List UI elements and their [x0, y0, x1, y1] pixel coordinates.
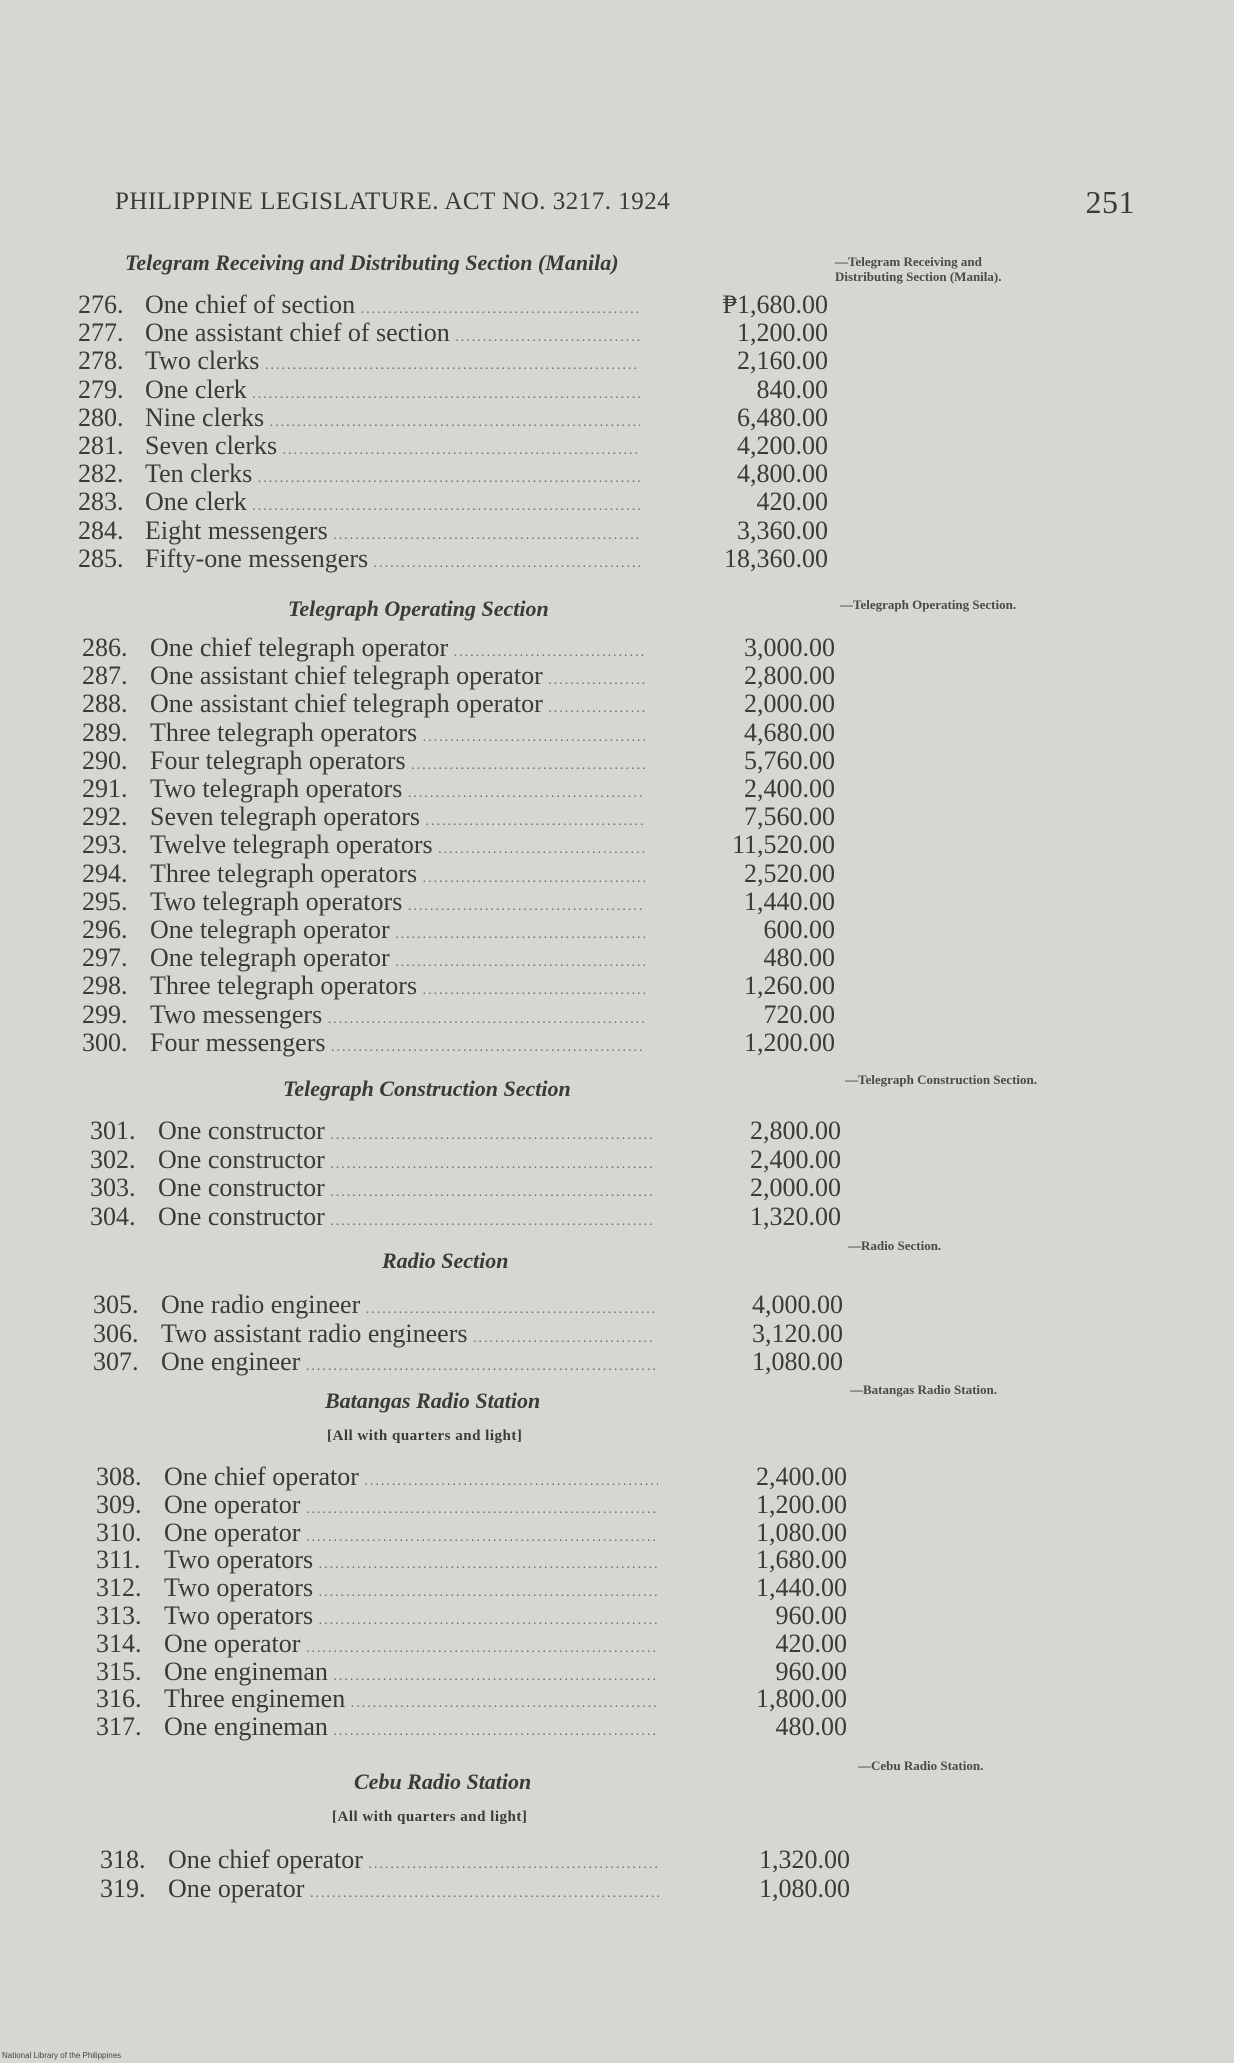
item-amount: 720.00 — [763, 999, 835, 1029]
table-row — [82, 661, 835, 689]
item-number: 305. — [93, 1290, 139, 1319]
item-amount: 5,760.00 — [744, 745, 835, 775]
item-amount: 3,000.00 — [744, 633, 835, 662]
item-amount: 3,360.00 — [737, 515, 828, 545]
section-title: Cebu Radio Station — [354, 1769, 532, 1794]
table-row — [78, 544, 828, 572]
item-number: 301. — [90, 1116, 136, 1145]
section-title: Telegraph Construction Section — [283, 1076, 571, 1101]
item-number: 276. — [78, 290, 124, 319]
table-row — [96, 1573, 847, 1601]
item-number: 279. — [78, 374, 124, 404]
item-amount: 1,080.00 — [756, 1517, 847, 1547]
item-amount: 2,160.00 — [737, 346, 828, 376]
table-row — [82, 633, 835, 661]
table-row — [78, 487, 828, 515]
table-row — [82, 830, 835, 858]
item-amount: 600.00 — [763, 915, 835, 944]
item-amount: 1,200.00 — [756, 1489, 847, 1519]
item-amount: 4,200.00 — [737, 431, 828, 460]
item-description: Nine clerks ..... — [145, 403, 640, 433]
item-amount: 1,080.00 — [752, 1347, 843, 1376]
item-description: One assistant chief telegraph operator ..... — [150, 689, 645, 719]
item-description: Seven telegraph operators ..... — [150, 802, 645, 832]
item-number: 284. — [78, 515, 124, 545]
item-description: One operator ..... — [168, 1874, 661, 1904]
item-number: 315. — [96, 1656, 142, 1686]
item-description: One chief operator ..... — [164, 1462, 658, 1492]
item-amount: 4,000.00 — [752, 1290, 843, 1319]
table-row — [93, 1319, 843, 1347]
item-description: One telegraph operator ..... — [150, 915, 645, 945]
item-description: One constructor ..... — [158, 1202, 652, 1232]
item-number: 299. — [82, 999, 128, 1029]
item-amount: 2,520.00 — [744, 858, 835, 888]
item-description: Two clerks ..... — [145, 346, 640, 376]
item-number: 277. — [78, 318, 124, 348]
item-amount: 480.00 — [775, 1712, 847, 1742]
section-subtitle: [All with quarters and light] — [327, 1428, 523, 1444]
item-number: 292. — [82, 802, 128, 832]
item-number: 295. — [82, 886, 128, 916]
table-row — [96, 1462, 847, 1490]
margin-note: —Telegram Receiving and Distributing Section (Manila). — [835, 254, 1002, 284]
item-number: 309. — [96, 1489, 142, 1519]
table-row — [78, 431, 828, 459]
item-description: Three telegraph operators ..... — [150, 859, 645, 889]
item-description: One operator ..... — [164, 1629, 658, 1659]
table-row — [82, 802, 835, 830]
item-number: 310. — [96, 1517, 142, 1547]
section-title: Telegraph Operating Section — [288, 596, 549, 621]
item-description: One engineman ..... — [164, 1657, 658, 1687]
item-description: Eight messengers ..... — [145, 516, 640, 546]
item-number: 318. — [100, 1845, 146, 1874]
item-description: Ten clerks ..... — [145, 459, 640, 489]
item-amount: 4,800.00 — [737, 459, 828, 489]
item-amount: 1,200.00 — [737, 318, 828, 348]
section-subtitle: [All with quarters and light] — [332, 1809, 528, 1825]
item-amount: 2,000.00 — [750, 1173, 841, 1202]
item-number: 286. — [82, 633, 128, 662]
item-amount: 1,680.00 — [756, 1545, 847, 1575]
table-row — [78, 403, 828, 431]
item-number: 294. — [82, 858, 128, 888]
item-amount: ₱1,680.00 — [722, 290, 828, 319]
running-head — [115, 184, 1135, 228]
item-description: Four messengers ..... — [150, 1028, 645, 1058]
page-number: 251 — [1085, 184, 1135, 220]
table-row — [82, 1028, 835, 1056]
item-amount: 420.00 — [756, 487, 828, 517]
item-description: Two assistant radio engineers ..... — [161, 1319, 655, 1349]
item-description: Fifty-one messengers ..... — [145, 544, 640, 574]
table-row — [96, 1490, 847, 1518]
section-title: Batangas Radio Station — [325, 1388, 541, 1413]
item-amount: 1,260.00 — [744, 971, 835, 1001]
item-description: One constructor ..... — [158, 1145, 652, 1175]
table-row — [78, 290, 828, 318]
item-number: 290. — [82, 745, 128, 775]
item-amount: 960.00 — [775, 1601, 847, 1630]
item-number: 287. — [82, 661, 128, 691]
table-row — [96, 1684, 847, 1712]
table-row — [90, 1173, 841, 1201]
item-description: One telegraph operator ..... — [150, 943, 645, 973]
item-amount: 1,200.00 — [744, 1027, 835, 1057]
margin-note: —Telegraph Construction Section. — [845, 1072, 1037, 1087]
item-number: 296. — [82, 915, 128, 944]
item-number: 280. — [78, 402, 124, 432]
item-amount: 2,800.00 — [744, 661, 835, 691]
item-amount: 1,440.00 — [756, 1573, 847, 1603]
item-description: Two operators ..... — [164, 1601, 658, 1631]
item-number: 300. — [82, 1027, 128, 1057]
table-row — [82, 887, 835, 915]
item-description: One constructor ..... — [158, 1116, 652, 1146]
item-amount: 7,560.00 — [744, 802, 835, 832]
item-amount: 1,080.00 — [759, 1873, 850, 1903]
item-amount: 11,520.00 — [731, 830, 835, 860]
table-row — [96, 1629, 847, 1657]
item-number: 298. — [82, 971, 128, 1001]
item-number: 316. — [96, 1684, 142, 1714]
item-description: One engineman ..... — [164, 1712, 658, 1742]
library-credit: National Library of the Philippines — [2, 2051, 122, 2060]
item-number: 282. — [78, 459, 124, 489]
item-amount: 4,680.00 — [744, 717, 835, 747]
table-row — [82, 689, 835, 717]
margin-note: —Telegraph Operating Section. — [840, 597, 1017, 612]
table-row — [96, 1712, 847, 1740]
item-number: 304. — [90, 1201, 136, 1231]
table-row — [78, 375, 828, 403]
table-row — [96, 1601, 847, 1629]
item-description: One engineer ..... — [161, 1347, 655, 1377]
table-row — [78, 459, 828, 487]
item-description: Three enginemen ..... — [164, 1684, 658, 1714]
table-row — [82, 746, 835, 774]
table-row — [100, 1874, 850, 1902]
item-number: 313. — [96, 1601, 142, 1630]
item-amount: 18,360.00 — [724, 543, 828, 573]
table-row — [93, 1347, 843, 1375]
item-description: One radio engineer ..... — [161, 1290, 655, 1320]
item-description: Two telegraph operators ..... — [150, 887, 645, 917]
table-row — [82, 1000, 835, 1028]
table-row — [82, 971, 835, 999]
item-description: One operator ..... — [164, 1490, 658, 1520]
item-number: 314. — [96, 1628, 142, 1658]
item-number: 312. — [96, 1573, 142, 1603]
item-amount: 840.00 — [756, 374, 828, 404]
item-amount: 2,400.00 — [750, 1144, 841, 1174]
item-description: Four telegraph operators ..... — [150, 746, 645, 776]
section-title: Telegram Receiving and Distributing Section (Manila) — [125, 250, 619, 275]
item-number: 288. — [82, 689, 128, 719]
item-number: 283. — [78, 487, 124, 517]
item-description: One chief operator ..... — [168, 1845, 661, 1875]
item-description: Two telegraph operators ..... — [150, 774, 645, 804]
item-description: One clerk ..... — [145, 487, 640, 517]
item-number: 291. — [82, 774, 128, 803]
item-description: One assistant chief of section ..... — [145, 318, 640, 348]
item-amount: 2,400.00 — [756, 1462, 847, 1491]
item-amount: 1,320.00 — [750, 1201, 841, 1231]
table-row — [90, 1202, 841, 1230]
item-number: 278. — [78, 346, 124, 376]
table-row — [82, 718, 835, 746]
item-description: Seven clerks ..... — [145, 431, 640, 461]
item-amount: 3,120.00 — [752, 1318, 843, 1348]
item-description: One operator ..... — [164, 1518, 658, 1548]
item-amount: 420.00 — [775, 1628, 847, 1658]
running-head-title: PHILIPPINE LEGISLATURE. ACT NO. 3217. 1924 — [115, 188, 671, 215]
table-row — [90, 1145, 841, 1173]
item-description: Three telegraph operators ..... — [150, 971, 645, 1001]
item-number: 302. — [90, 1144, 136, 1174]
table-row — [96, 1657, 847, 1685]
table-row — [82, 774, 835, 802]
table-row — [82, 859, 835, 887]
table-row — [82, 915, 835, 943]
table-row — [78, 516, 828, 544]
item-amount: 1,320.00 — [759, 1845, 850, 1874]
item-amount: 2,000.00 — [744, 689, 835, 719]
item-amount: 2,400.00 — [744, 774, 835, 803]
item-description: One clerk ..... — [145, 375, 640, 405]
table-row — [90, 1116, 841, 1144]
item-number: 281. — [78, 431, 124, 460]
margin-note: —Batangas Radio Station. — [850, 1382, 997, 1397]
item-amount: 1,800.00 — [756, 1684, 847, 1714]
margin-note: —Radio Section. — [848, 1238, 942, 1253]
item-description: One assistant chief telegraph operator ..... — [150, 661, 645, 691]
item-number: 297. — [82, 943, 128, 973]
item-description: One chief telegraph operator ..... — [150, 633, 645, 663]
item-description: Two messengers ..... — [150, 1000, 645, 1030]
item-description: Two operators ..... — [164, 1545, 658, 1575]
item-number: 307. — [93, 1347, 139, 1376]
item-description: One chief of section ..... — [145, 290, 640, 320]
table-row — [78, 346, 828, 374]
item-number: 303. — [90, 1173, 136, 1202]
item-number: 317. — [96, 1712, 142, 1742]
item-number: 319. — [100, 1873, 146, 1903]
item-amount: 1,440.00 — [744, 886, 835, 916]
table-row — [78, 318, 828, 346]
item-number: 308. — [96, 1462, 142, 1491]
item-number: 289. — [82, 717, 128, 747]
item-number: 285. — [78, 543, 124, 573]
item-description: Three telegraph operators ..... — [150, 718, 645, 748]
margin-note: —Cebu Radio Station. — [858, 1758, 984, 1773]
table-row — [96, 1518, 847, 1546]
item-number: 293. — [82, 830, 128, 860]
table-row — [100, 1845, 850, 1873]
item-amount: 6,480.00 — [737, 402, 828, 432]
section-title: Radio Section — [382, 1248, 509, 1273]
item-description: Two operators ..... — [164, 1573, 658, 1603]
item-description: One constructor ..... — [158, 1173, 652, 1203]
item-number: 311. — [96, 1545, 141, 1575]
table-row — [96, 1545, 847, 1573]
item-amount: 480.00 — [763, 943, 835, 973]
item-number: 306. — [93, 1318, 139, 1348]
item-description: Twelve telegraph operators ..... — [150, 830, 645, 860]
item-amount: 960.00 — [775, 1656, 847, 1686]
table-row — [93, 1290, 843, 1318]
table-row — [82, 943, 835, 971]
item-amount: 2,800.00 — [750, 1116, 841, 1145]
